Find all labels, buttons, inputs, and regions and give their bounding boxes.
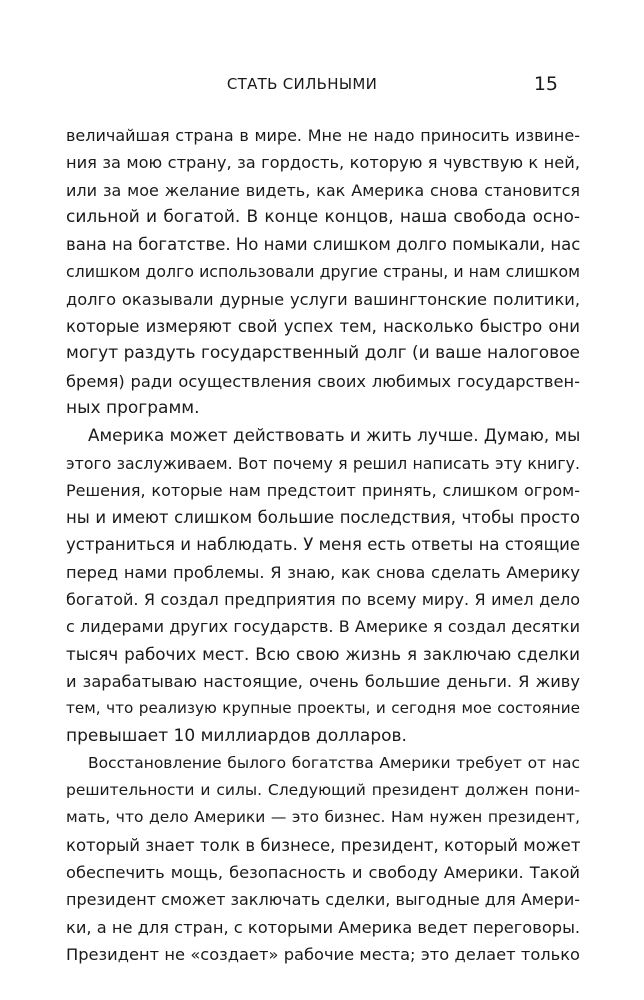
text-line: ны и имеют слишком большие последствия, чтобы просто: [66, 508, 580, 528]
text-line: ки, а не для стран, с которыми Америка ведет переговоры.: [66, 917, 581, 937]
text-line: Решения, которые нам предстоит принять, слишком огром-: [66, 480, 580, 500]
text-line: этого заслуживаем. Вот почему я решил написать эту книгу.: [66, 453, 580, 473]
text-line: ния за мою страну, за гордость, которую я чувствую к ней,: [66, 153, 580, 173]
page-number: 15: [533, 73, 558, 95]
text-line: бремя) ради осуществления своих любимых государствен-: [66, 371, 580, 391]
running-header: СТАТЬ СИЛЬНЫМИ: [226, 75, 378, 93]
text-line: устраниться и наблюдать. У меня есть ответы на стоящие: [66, 535, 580, 555]
text-line: Америка может действовать и жить лучше. Думаю, мы: [88, 425, 581, 446]
text-line: Восстановление былого богатства Америки требует от нас: [88, 753, 580, 772]
text-line: президент сможет заключать сделки, выгодные для Амери-: [66, 890, 580, 910]
text-line: или за мое желание видеть, как Америка снова становится: [66, 180, 580, 200]
text-line: которые измеряют свой успех тем, насколько быстро они: [66, 317, 580, 337]
text-line: превышает 10 миллиардов долларов.: [66, 725, 407, 746]
text-line: мать, что дело Америки — это бизнес. Нам нужен президент,: [66, 808, 580, 827]
text-line: решительности и силы. Следующий президент должен пони-: [66, 781, 580, 800]
text-line: перед нами проблемы. Я знаю, как снова сделать Америку: [66, 562, 580, 582]
text-line: который знает толк в бизнесе, президент, который может: [66, 835, 581, 855]
text-line: тысяч рабочих мест. Всю свою жизнь я заключаю сделки: [66, 643, 580, 664]
text-line: Президент не «создает» рабочие места; это делает только: [66, 944, 580, 964]
body-text: [66, 122, 580, 968]
text-line: обеспечить мощь, безопасность и свободу Америки. Такой: [66, 863, 580, 883]
text-line: тем, что реализую крупные проекты, и сегодня мое состояние: [66, 699, 580, 718]
text-line: могут раздуть государственный долг (и ваше налоговое: [66, 343, 580, 364]
text-line: и зарабатываю настоящие, очень большие деньги. Я живу: [66, 671, 580, 691]
text-line: сильной и богатой. В конце концов, наша свобода осно-: [66, 206, 580, 227]
text-line: с лидерами других государств. В Америке я создал десятки: [66, 617, 580, 637]
text-line: долго оказывали дурные услуги вашингтонские политики,: [66, 289, 580, 309]
text-line: ных программ.: [66, 397, 200, 418]
text-line: богатой. Я создал предприятия по всему миру. Я имел дело: [66, 590, 580, 610]
text-line: величайшая страна в мире. Мне не надо приносить извине-: [66, 126, 580, 145]
text-line: вана на богатстве. Но нами слишком долго помыкали, нас: [66, 235, 581, 255]
text-line: слишком долго использовали другие страны, и нам слишком: [66, 262, 580, 282]
